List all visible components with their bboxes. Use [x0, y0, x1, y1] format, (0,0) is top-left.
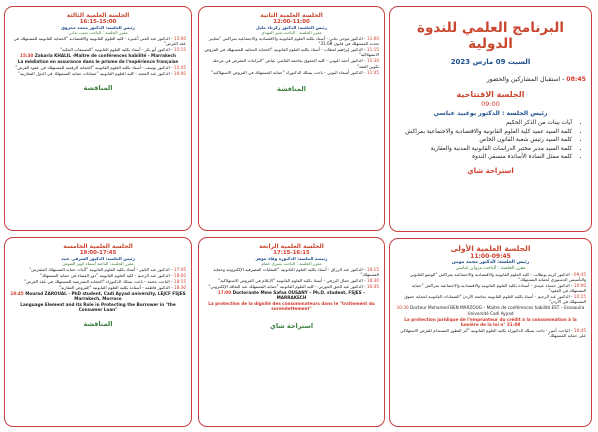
- talk-item: [10, 291, 186, 302]
- talk-time: 11:00: [366, 36, 379, 41]
- talk-time: 17:00: [217, 289, 232, 295]
- session-time: 11:00-09:45: [470, 253, 511, 260]
- session-chair: رئيسة الجلسة: الدكتورة وفاء جوهر: [255, 256, 328, 261]
- session-title: الجلسة العلمية الثالثة: [66, 12, 130, 19]
- talk-time: 10:15: [573, 294, 586, 300]
- talk-item: 10:45 - الباحث أمين - باحث بسلك الدكتوراه بكلية العلوم القانونية "آثر التطور المستدام للقرض الاستهلاكي على حماية المستهلك": [400, 327, 586, 339]
- talk-time: 16:45: [366, 284, 379, 290]
- talk-item: 09:45 - الدكتور كريم بوطالب - كلية العلوم القانونية والاقتصادية والاجتماعية بمراكش "الوضع القانوني والتأسيس الدستوري لحماية المستهلك": [409, 271, 586, 283]
- opening-time: 09:00: [481, 100, 500, 108]
- session-rapporteur: مقرر الجلسة : الباحث منير المهدي: [261, 30, 322, 36]
- session-rapporteur: مقرر الجلسة : الباحث نجيب بداني: [68, 30, 128, 36]
- talk-item: 11:30 - الدكتور أحمد البوني - كلية الحقوق بجامعة القاضي عياض "التزامات المقرض في مرحلة تكوين العقد": [212, 58, 379, 69]
- talk-item: [395, 305, 586, 316]
- talk-time: 17:45: [173, 267, 186, 272]
- session-chair: رئيس الجلسة: الدكتور محمد مومن: [451, 260, 530, 265]
- talk-time: 10:45: [573, 327, 586, 333]
- talk-item: 10:00 - الدكتور حسناء عبيدي - أستاذة بكلية العلوم القانونية والاقتصادية والاجتماعية بمراكش "حماية المستهلك في العقود": [411, 282, 586, 294]
- talk-time: 10:00: [573, 282, 586, 288]
- talk-item: 15:00 - الدكتور عبد الغني أعبيزة - كلية العلوم القانونية والاقتصادية "الحماية القانونية للمستهلك في عقد القرض": [13, 36, 186, 47]
- talk-text: الباحث محمد - باحث بسلك الدكتوراه "الحماية التشريعية للمستهلك في عقد القرض": [24, 278, 170, 284]
- talk-item: [10, 59, 186, 64]
- discussion-label: المناقشة: [277, 84, 306, 93]
- talk-item: 16:45 - الدكتور عبد الحق الحورثي - كلية العلوم القانونية "حماية المستهلك عند التعاقد الإلكتروني": [208, 284, 379, 290]
- talk-text: الدكتور موحى بناني - أستاذ بكلية العلوم القانونية والاقتصادية والاجتماعية بمراكش "معايير تحديد المستهلك في قانون 31.08": [209, 36, 379, 47]
- session-4-card: [198, 237, 385, 427]
- talk-item: 15:15 - الدكتور أبو بكر - أستاذ بكلية العلوم القانونية "التصنيفات البنكية": [60, 47, 186, 53]
- talk-time: 11:30: [366, 58, 379, 64]
- session-title: الجلسة العلمية الثانية: [260, 12, 323, 19]
- talk-item: 16:00 - الدكتور عبد المجيد - كلية العلوم القانونية "ضمانات حماية المستهلك في الدول المغاربية": [17, 70, 186, 76]
- talk-time: 16:30: [366, 278, 379, 284]
- session-rapporteur: مقرر الجلسة: الباحثة أسماء كوير العيوش: [62, 261, 134, 267]
- session-5-card: [4, 237, 192, 427]
- talk-item: [395, 317, 586, 328]
- talk-text: الدكتور عبد الرزاق - أستاذ بكلية العلوم القانونية "العمليات المصرفية الإلكترونية وحماية المستهلك": [213, 267, 379, 278]
- reception-line: [395, 76, 586, 84]
- talk-time: 09:45: [573, 271, 586, 277]
- talk-time: 11:45: [366, 69, 379, 75]
- session-time: 12:00-11:00: [273, 19, 310, 25]
- talk-time: 16:15: [366, 267, 379, 272]
- talk-item: 18:15 - الباحث محمد - باحث بسلك الدكتوراه "الحماية التشريعية للمستهلك في عقد القرض": [24, 278, 186, 284]
- talk-time: 18:30: [173, 284, 186, 290]
- talk-text: Mourad ZAROUAL - PhD student, Cadi Ayyad university, LEJCF FSJES Marrakech, Morroco: [25, 290, 186, 301]
- talk-text: الدكتور عبد الغني أعبيزة - كلية العلوم القانونية والاقتصادية "الحماية القانونية للمستهلك في عقد القرض": [13, 36, 186, 47]
- talk-text: الدكتور يوسف - أستاذ بكلية العلوم القانونية "الحماية الرقمية للمستهلك في عقود القرض": [15, 64, 170, 70]
- opening-chair: رئيس الجلسة : الدكتور بوعبيد عباسي: [433, 110, 548, 117]
- talk-text: الدكتور عبد الرحيم - أستاذ بكلية العلوم القانونية بجامعة الأردن "الضمانات القانونية لحماية حقوق المستهلك في الأردن": [404, 294, 586, 305]
- talk-text: الدكتور إبراهيم لعطاب - أستاذ بكلية العلوم القانونية "الحماية الجنائية للمستهلك في القروض الاستهلاكية": [204, 47, 379, 58]
- talk-text: الدكتور عبد الرحيم - كلية العلوم القانونية "دور القضاء في حماية المستهلك": [39, 272, 170, 278]
- talk-item: [204, 290, 379, 301]
- talk-text: La médiation en assurance dans le prisme de l'expérience française: [17, 58, 179, 64]
- talk-time: 18:45: [10, 290, 24, 296]
- session-title: الجلسة العلمية الخامسة: [63, 243, 133, 250]
- break-label: استراحة شاي: [467, 166, 514, 175]
- talk-item: 16:30 - الدكتور جمال الزرقي - أستاذ بكلية العلوم القانونية "الإعلام في القروض الاستهلاكية": [218, 278, 379, 284]
- talk-item: 17:45 - الدكتور عبد الكبير - أستاذ بكلية العلوم القانونية "آليات حماية المستهلك المقترض": [29, 267, 186, 272]
- session-chair: رئيس الجلسة: الدكتور محمد محروق: [61, 25, 135, 30]
- session-2-card: [198, 6, 385, 231]
- talk-text: الدكتور كريم بوطالب - كلية العلوم القانونية والاقتصادية والاجتماعية بمراكش "الوضع القانوني والتأسيس الدستوري لحماية المستهلك": [409, 271, 586, 283]
- opening-item: • كلمة السيد رئيس شعبة القانون الخاص: [395, 136, 572, 145]
- talk-item: [204, 301, 379, 312]
- reception-time: 08:45: [566, 76, 586, 83]
- talk-item: 11:45 - الدكتور أسماء البوني - باحث بسلك الدكتوراه "حماية المستهلك في القروض الاستهلاكية": [211, 69, 379, 75]
- opening-item: • آيات بينات من الذكر الحكيم: [395, 119, 572, 128]
- talk-item: 11:15 - الدكتور إبراهيم لعطاب - أستاذ بكلية العلوم القانونية "الحماية الجنائية للمستهلك في القروض الاستهلاكية": [204, 47, 379, 58]
- opening-list: [395, 119, 586, 162]
- talk-text: الدكتور عبد الكبير - أستاذ بكلية العلوم القانونية "آليات حماية المستهلك المقترض": [29, 267, 170, 272]
- talk-time: 15:30: [20, 53, 34, 59]
- talk-text: الدكتور أبو بكر - أستاذ بكلية العلوم القانونية "التصنيفات البنكية": [60, 47, 170, 53]
- talk-item: 10:15 - الدكتور عبد الرحيم - أستاذ بكلية العلوم القانونية بجامعة الأردن "الضمانات القانونية لحماية حقوق المستهلك في الأردن": [404, 294, 586, 305]
- reception-text: - استقبال المشاركين والحضور: [486, 76, 565, 83]
- talk-time: 18:15: [173, 278, 186, 284]
- talk-item: 18:30 - الدكتور فاطمة - أستاذة بكلية العلوم القانونية "القروض العقارية": [59, 284, 186, 290]
- opening-title: الجلسة الافتتاحية: [456, 90, 525, 99]
- talk-time: 15:15: [173, 47, 186, 53]
- talk-text: الدكتور أحمد البوني - كلية الحقوق بجامعة القاضي عياض "التزامات المقرض في مرحلة تكوين العقد": [212, 58, 379, 69]
- program-title: البرنامج العلمي للندوة الدولية: [416, 20, 565, 52]
- session-rapporteur: مقرر الجلسة : الباحث مروان عباسي: [455, 265, 526, 271]
- break-label: استراحة شاي: [269, 321, 314, 330]
- session-title: الجلسة العلمية الرابعة: [259, 243, 324, 250]
- talk-time: 15:00: [173, 36, 186, 41]
- talk-time: 11:15: [366, 47, 379, 53]
- session-1-card: [389, 238, 592, 427]
- session-time: 17:15-16:15: [273, 250, 310, 256]
- discussion-label: المناقشة: [83, 320, 113, 329]
- program-card: [389, 6, 592, 232]
- talk-text: Doctorante Mme Safaa OUSANY – Ph.D. student, FSJES – MARRAKECH: [232, 289, 366, 301]
- talk-item: 16:15 - الدكتور عبد الرزاق - أستاذ بكلية العلوم القانونية "العمليات المصرفية الإلكترونية وحماية المستهلك": [213, 267, 379, 278]
- opening-item: • كلمة السيد عميد كلية العلوم القانونية والاقتصادية والاجتماعية بمراكش: [395, 128, 572, 137]
- talk-time: 15:45: [173, 64, 186, 70]
- talk-time: 10:30: [396, 305, 409, 311]
- talk-text: La protection de la dignité des consommateurs dans le "traitement du surendettement": [208, 301, 375, 312]
- session-3-card: [4, 6, 192, 231]
- talk-item: [10, 302, 186, 313]
- session-time: 16:15-15:00: [79, 19, 117, 25]
- session-rapporteur: مقرر الجلسة : الباحث يسرى حمام: [261, 261, 322, 267]
- talk-item: 18:00 - الدكتور عبد الرحيم - كلية العلوم القانونية "دور القضاء في حماية المستهلك": [39, 272, 186, 278]
- talk-text: الباحث أمين - باحث بسلك الدكتوراه بكلية العلوم القانونية "آثر التطور المستدام للقرض الاستهلاكي على حماية المستهلك": [400, 327, 586, 339]
- talk-text: الدكتور فاطمة - أستاذة بكلية العلوم القانونية "القروض العقارية": [59, 284, 170, 290]
- talk-item: [10, 53, 186, 58]
- talk-text: Docteur Mohamed BEN MARZOUG – Maitre de conférences habilité EST – Essaouira Université Cadi Ayyad: [410, 305, 585, 316]
- talk-text: الدكتور حسناء عبيدي - أستاذة بكلية العلوم القانونية والاقتصادية والاجتماعية بمراكش "حماية المستهلك في العقود": [411, 282, 586, 294]
- session-title: الجلسة العلمية الأولى: [450, 244, 531, 253]
- talk-text: الدكتور عبد المجيد - كلية العلوم القانونية "ضمانات حماية المستهلك في الدول المغاربية": [17, 70, 170, 76]
- talk-text: الدكتور عبد الحق الحورثي - كلية العلوم القانونية "حماية المستهلك عند التعاقد الإلكتروني": [208, 284, 363, 290]
- opening-item: • كلمة ممثل السادة الأساتذة منسقي الندوة: [395, 153, 572, 162]
- talk-item: 11:00 - الدكتور موحى بناني - أستاذ بكلية العلوم القانونية والاقتصادية والاجتماعية بمراكش "معايير تحديد المستهلك في قانون 31.08": [209, 36, 379, 47]
- program-date: السبت 09 مارس 2023: [450, 58, 531, 66]
- session-time: 19:00-17:45: [79, 250, 117, 256]
- talk-text: Zakaria KHALIL -Maître de conférences habilité - Marrakech: [34, 53, 176, 59]
- talk-item: 15:45 - الدكتور يوسف - أستاذ بكلية العلوم القانونية "الحماية الرقمية للمستهلك في عقود القرض": [15, 64, 186, 70]
- talk-time: 18:00: [173, 272, 186, 278]
- session-chair: رئيس الجلسة: الدكتور الشرقي عبيد: [61, 256, 135, 261]
- talk-text: Language Element and its Role in Protecting the Borrower in "the Consumer Loan": [20, 301, 176, 313]
- talk-time: 16:00: [173, 70, 186, 76]
- opening-item: • كلمة السيد مدير مختبر الدراسات القانونية المدنية والعقارية: [395, 145, 572, 154]
- talk-text: الدكتور أسماء البوني - باحث بسلك الدكتوراه "حماية المستهلك في القروض الاستهلاكية": [211, 69, 363, 75]
- talk-text: الدكتور جمال الزرقي - أستاذ بكلية العلوم القانونية "الإعلام في القروض الاستهلاكية": [218, 278, 363, 284]
- session-chair: رئيس الجلسة: الدكتور زكرياء خليل: [255, 25, 328, 30]
- discussion-label: المناقشة: [83, 84, 113, 93]
- talk-text: La protection juridique de l'emprunteur du crédit à la consommation à la lumière de la loi n° 31-08: [404, 316, 577, 327]
